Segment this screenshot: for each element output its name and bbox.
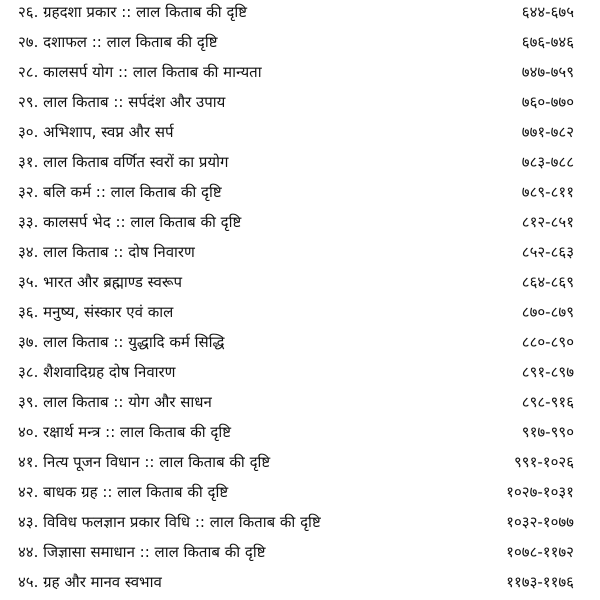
toc-entry [0,390,600,414]
toc-entry-title [18,330,225,354]
toc-entry-text: मनुष्य, संस्कार एवं काल [43,303,174,321]
toc-entry-title [18,210,241,234]
toc-entry-number: ४३. [18,513,39,531]
toc-entry-pages: ८८०-८९० [521,333,574,351]
toc-entry-title [18,90,225,114]
toc-entry [0,270,600,294]
toc-entry [0,540,600,564]
toc-entry-title [18,180,222,204]
toc-entry-pages: ११७३-११७६ [506,573,574,591]
toc-entry-number: ३४. [18,243,39,261]
toc-entry-number: ४४. [18,543,39,561]
toc-entry [0,0,600,24]
toc-entry-title [18,30,218,54]
toc-entry [0,30,600,54]
toc-entry-number: ३०. [18,123,39,141]
toc-entry-pages: ७७१-७८२ [521,123,574,141]
toc-entry-title [18,270,182,294]
toc-entry-pages: ८९१-८९७ [521,363,574,381]
toc-entry-number: २७. [18,33,39,51]
toc-entry-text: बाधक ग्रह :: लाल किताब की दृष्टि [43,483,229,501]
toc-entry-text: कालसर्प योग :: लाल किताब की मान्यता [43,63,262,81]
toc-entry-text: लाल किताब :: योग और साधन [43,393,212,411]
toc-entry [0,480,600,504]
toc-entry-title [18,510,321,534]
toc-entry-text: भारत और ब्रह्माण्ड स्वरूप [43,273,183,291]
toc-entry-number: ३७. [18,333,39,351]
toc-entry-text: दशाफल :: लाल किताब की दृष्टि [43,33,218,51]
toc-entry [0,240,600,264]
toc-entry-pages: ७८३-७८८ [521,153,574,171]
toc-entry-number: ३१. [18,153,39,171]
toc-entry-title [18,420,231,444]
toc-entry-title [18,450,270,474]
toc-entry-text: ग्रह और मानव स्वभाव [43,573,162,591]
toc-entry-number: २९. [18,93,39,111]
toc-entry-pages: ७४७-७५९ [521,63,574,81]
toc-entry-text: रक्षार्थ मन्त्र :: लाल किताब की दृष्टि [43,423,232,441]
toc-entry-number: २६. [18,3,39,21]
toc-entry-number: ४०. [18,423,39,441]
toc-entry-pages: ९१७-९९० [521,423,574,441]
toc-entry [0,510,600,534]
toc-entry-number: ४५. [18,573,39,591]
toc-entry-pages: ७८९-८११ [521,183,574,201]
toc-entry-number: ४२. [18,483,39,501]
toc-entry-number: ४१. [18,453,39,471]
toc-entry [0,570,600,594]
toc-entry-text: लाल किताब :: युद्धादि कर्म सिद्धि [43,333,225,351]
toc-entry-pages: ८९८-९१६ [521,393,574,411]
toc-entry [0,90,600,114]
toc-entry [0,450,600,474]
toc-entry-title [18,240,195,264]
toc-entry-number: ३३. [18,213,39,231]
toc-entry-text: नित्य पूजन विधान :: लाल किताब की दृष्टि [43,453,271,471]
toc-entry-title [18,480,228,504]
toc-entry-pages: ८१२-८५१ [521,213,574,231]
toc-entry [0,120,600,144]
toc-entry-title [18,360,176,384]
toc-entry-number: २८. [18,63,39,81]
toc-entry-title [18,390,212,414]
toc-entry-text: लाल किताब :: दोष निवारण [43,243,195,261]
toc-entry-title [18,120,174,144]
toc-entry-text: लाल किताब वर्णित स्वरों का प्रयोग [43,153,229,171]
toc-entry-pages: ८५२-८६३ [521,243,574,261]
toc-entry-number: ३८. [18,363,39,381]
toc-entry-pages: ८७०-८७९ [521,303,574,321]
toc-entry-title [18,60,262,84]
toc-entry-pages: ६७६-७४६ [521,33,574,51]
toc-entry-title [18,150,228,174]
toc-entry-text: लाल किताब :: सर्पदंश और उपाय [43,93,226,111]
toc-entry-text: बलि कर्म :: लाल किताब की दृष्टि [43,183,222,201]
toc-entry-text: कालसर्प भेद :: लाल किताब की दृष्टि [43,213,242,231]
toc-entry [0,330,600,354]
toc-entry-pages: १०३२-१०७७ [506,513,574,531]
toc-entry-title [18,570,162,594]
toc-entry [0,210,600,234]
toc-entry [0,360,600,384]
toc-entry-number: ३२. [18,183,39,201]
toc-entry-number: ३९. [18,393,39,411]
toc-entry [0,300,600,324]
toc-entry-text: अभिशाप, स्वप्न और सर्प [43,123,174,141]
toc-entry-title [18,0,247,24]
toc-entry-pages: ८६४-८६९ [521,273,574,291]
toc-entry-title [18,540,266,564]
toc-entry-pages: ७६०-७७० [521,93,574,111]
toc-entry [0,150,600,174]
toc-entry [0,60,600,84]
toc-entry-pages: १०७८-११७२ [506,543,574,561]
toc-entry [0,180,600,204]
toc-entry-text: शैशवादिग्रह दोष निवारण [43,363,176,381]
toc-entry-text: विविध फलज्ञान प्रकार विधि :: लाल किताब की दृष्टि [43,513,321,531]
toc-entry-text: ग्रहदशा प्रकार :: लाल किताब की दृष्टि [43,3,248,21]
toc-entry-text: जिज्ञासा समाधान :: लाल किताब की दृष्टि [43,543,266,561]
toc-entry [0,420,600,444]
toc-entry-pages: ९९१-१०२६ [513,453,574,471]
toc-entry-title [18,300,173,324]
toc-entry-number: ३६. [18,303,39,321]
toc-entry-number: ३५. [18,273,39,291]
toc-entry-pages: ६४४-६७५ [521,3,574,21]
toc-entry-pages: १०२७-१०३१ [506,483,574,501]
